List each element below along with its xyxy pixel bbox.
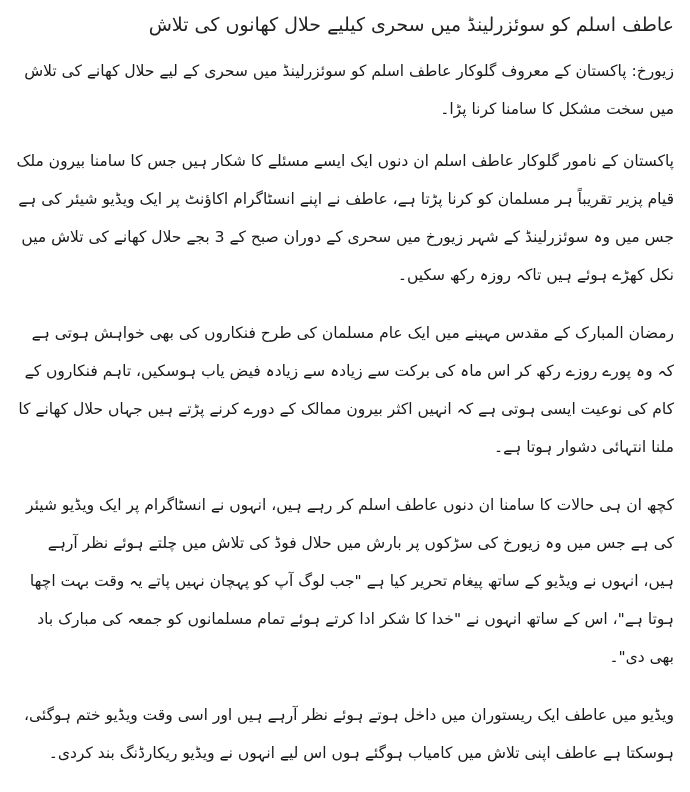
article-paragraph: کچھ ان ہی حالات کا سامنا ان دنوں عاطف اسلم کر رہے ہیں، انہوں نے انسٹاگرام پر ایک ویڈیو شیئر کی ہے جس میں وہ زیورخ کی سڑکوں پر بارش میں حلال فوڈ کی تلاش میں چلتے ہوئے نظر آرہے ہیں، انہوں نے ویڈیو کے ساتھ پیغام تحریر کیا ہے "جب لوگ آپ کو پہچان نہیں پاتے یہ وقت بہت اچھا ہوتا ہے"، اس کے ساتھ انہوں نے "خدا کا شکر ادا کرتے ہوئے تمام مسلمانوں کو جمعہ کی مبارک باد بھی دی"۔ [26,496,674,666]
article-paragraph: رمضان المبارک کے مقدس مہینے میں ایک عام مسلمان کی طرح فنکاروں کی بھی خواہش ہوتی ہے کہ وہ پورے روزے رکھ کر اس ماہ کی برکت سے زیادہ سے زیادہ فیض یاب ہوسکیں، تاہم فنکاروں کے کام کی نوعیت ایسی ہوتی ہے کہ انہیں اکثر بیرون ممالک کے دورے کرنے پڑتے ہیں جہاں حلال کھانے کا ملنا انتہائی دشوار ہوتا ہے۔ [18,324,674,456]
article [16,8,674,792]
article-paragraph: پاکستان کے نامور گلوکار عاطف اسلم ان دنوں ایک ایسے مسئلے کا شکار ہیں جس کا سامنا بیرون ملک قیام پزیر تقریباً ہر مسلمان کو کرنا پڑتا ہے، عاطف نے اپنے انسٹاگرام اکاؤنٹ پر ایک ویڈیو شیئر کی ہے جس میں وہ سوئزرلینڈ کے شہر زیورخ میں سحری کے دوران صبح کے 3 بجے حلال کھانے کی تلاش میں نکل کھڑے ہوئے ہیں تاکہ روزہ رکھ سکیں۔ [16,152,674,284]
article-paragraph: ویڈیو میں عاطف ایک ریستوران میں داخل ہوتے ہوئے نظر آرہے ہیں اور اسی وقت ویڈیو ختم ہوگئی، ہوسکتا ہے عاطف اپنی تلاش میں کامیاب ہوگئے ہوں اس لیے انہوں نے ویڈیو ریکارڈنگ بند کردی۔ [23,706,674,762]
article-title: عاطف اسلم کو سوئزرلینڈ میں سحری کیلیے حلال کھانوں کی تلاش [148,14,674,36]
article-paragraph-intro: زیورخ: پاکستان کے معروف گلوکار عاطف اسلم کو سوئزرلینڈ میں سحری کے لیے حلال کھانے کی تلاش میں سخت مشکل کا سامنا کرنا پڑا۔ [24,62,674,118]
